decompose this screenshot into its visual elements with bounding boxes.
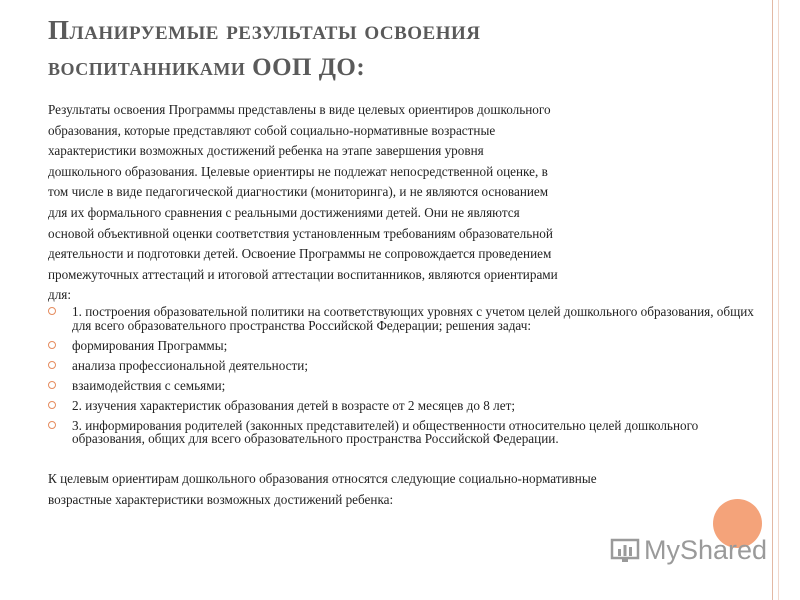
list-item-text: формирования Программы;	[72, 337, 228, 353]
closing-paragraph	[48, 469, 748, 510]
list-item-text: анализа профессиональной деятельности;	[72, 357, 308, 373]
body-line: деятельности и подготовки детей. Освоение Программы не сопровождается проведением	[48, 246, 552, 262]
title-line-2: воспитанниками ООП ДО:	[48, 54, 366, 81]
watermark-text: MyShared	[644, 535, 768, 565]
body-line: характеристики возможных достижений ребенка на этапе завершения уровня	[48, 143, 484, 159]
body-line: К целевым ориентирам дошкольного образования относятся следующие социально-нормативные	[48, 471, 597, 486]
body-line: для их формального сравнения с реальными достижениями детей. Они не являются	[48, 204, 520, 220]
body-line: том числе в виде педагогической диагностики (мониторинга), и не являются основанием	[48, 184, 549, 200]
bullet-circle-icon	[48, 307, 56, 315]
body-line: образования, которые представляют собой социально-нормативные возрастные	[48, 122, 496, 138]
chart-icon	[610, 537, 640, 565]
body-line: возрастные характеристики возможных достижений ребенка:	[48, 491, 394, 507]
slide-title	[48, 12, 748, 86]
bullet-circle-icon	[48, 401, 56, 409]
body-paragraph	[48, 100, 728, 306]
list-item	[48, 359, 773, 373]
decorative-rule	[778, 0, 779, 600]
list-item-text: 2. изучения характеристик образования детей в возрасте от 2 месяцев до 8 лет;	[72, 397, 516, 413]
body-line: для:	[48, 287, 72, 303]
list-item-text: 1. построения образовательной политики на соответствующих уровнях с учетом целей дошкольного образования, общих для всего образовательного пространства Российской Федерации; решения задач:	[72, 304, 754, 333]
list-item-text: взаимодействия с семьями;	[72, 377, 226, 393]
list-item	[48, 419, 773, 446]
body-line: дошкольного образования. Целевые ориентиры не подлежат непосредственной оценке, в	[48, 163, 548, 179]
list-item-text: 3. информирования родителей (законных представителей) и общественности относительно целей дошкольного образования, общих для всего образовательного пространства Российской Федерации.	[72, 417, 699, 446]
bullet-circle-icon	[48, 381, 56, 389]
body-line: промежуточных аттестаций и итоговой аттестации воспитанников, являются ориентирами	[48, 266, 558, 282]
watermark	[610, 535, 767, 566]
list-item	[48, 399, 773, 413]
bullet-circle-icon	[48, 341, 56, 349]
list-item	[48, 305, 773, 332]
body-line: основой объективной оценки соответствия установленным требованиям образовательной	[48, 225, 553, 241]
decorative-rule	[772, 0, 773, 600]
list-item	[48, 379, 773, 393]
bullet-circle-icon	[48, 421, 56, 429]
list-item	[48, 339, 773, 353]
bullet-list	[48, 305, 773, 452]
bullet-circle-icon	[48, 361, 56, 369]
body-line: Результаты освоения Программы представлены в виде целевых ориентиров дошкольного	[48, 102, 551, 117]
title-line-1: Планируемые результаты освоения	[48, 15, 481, 45]
